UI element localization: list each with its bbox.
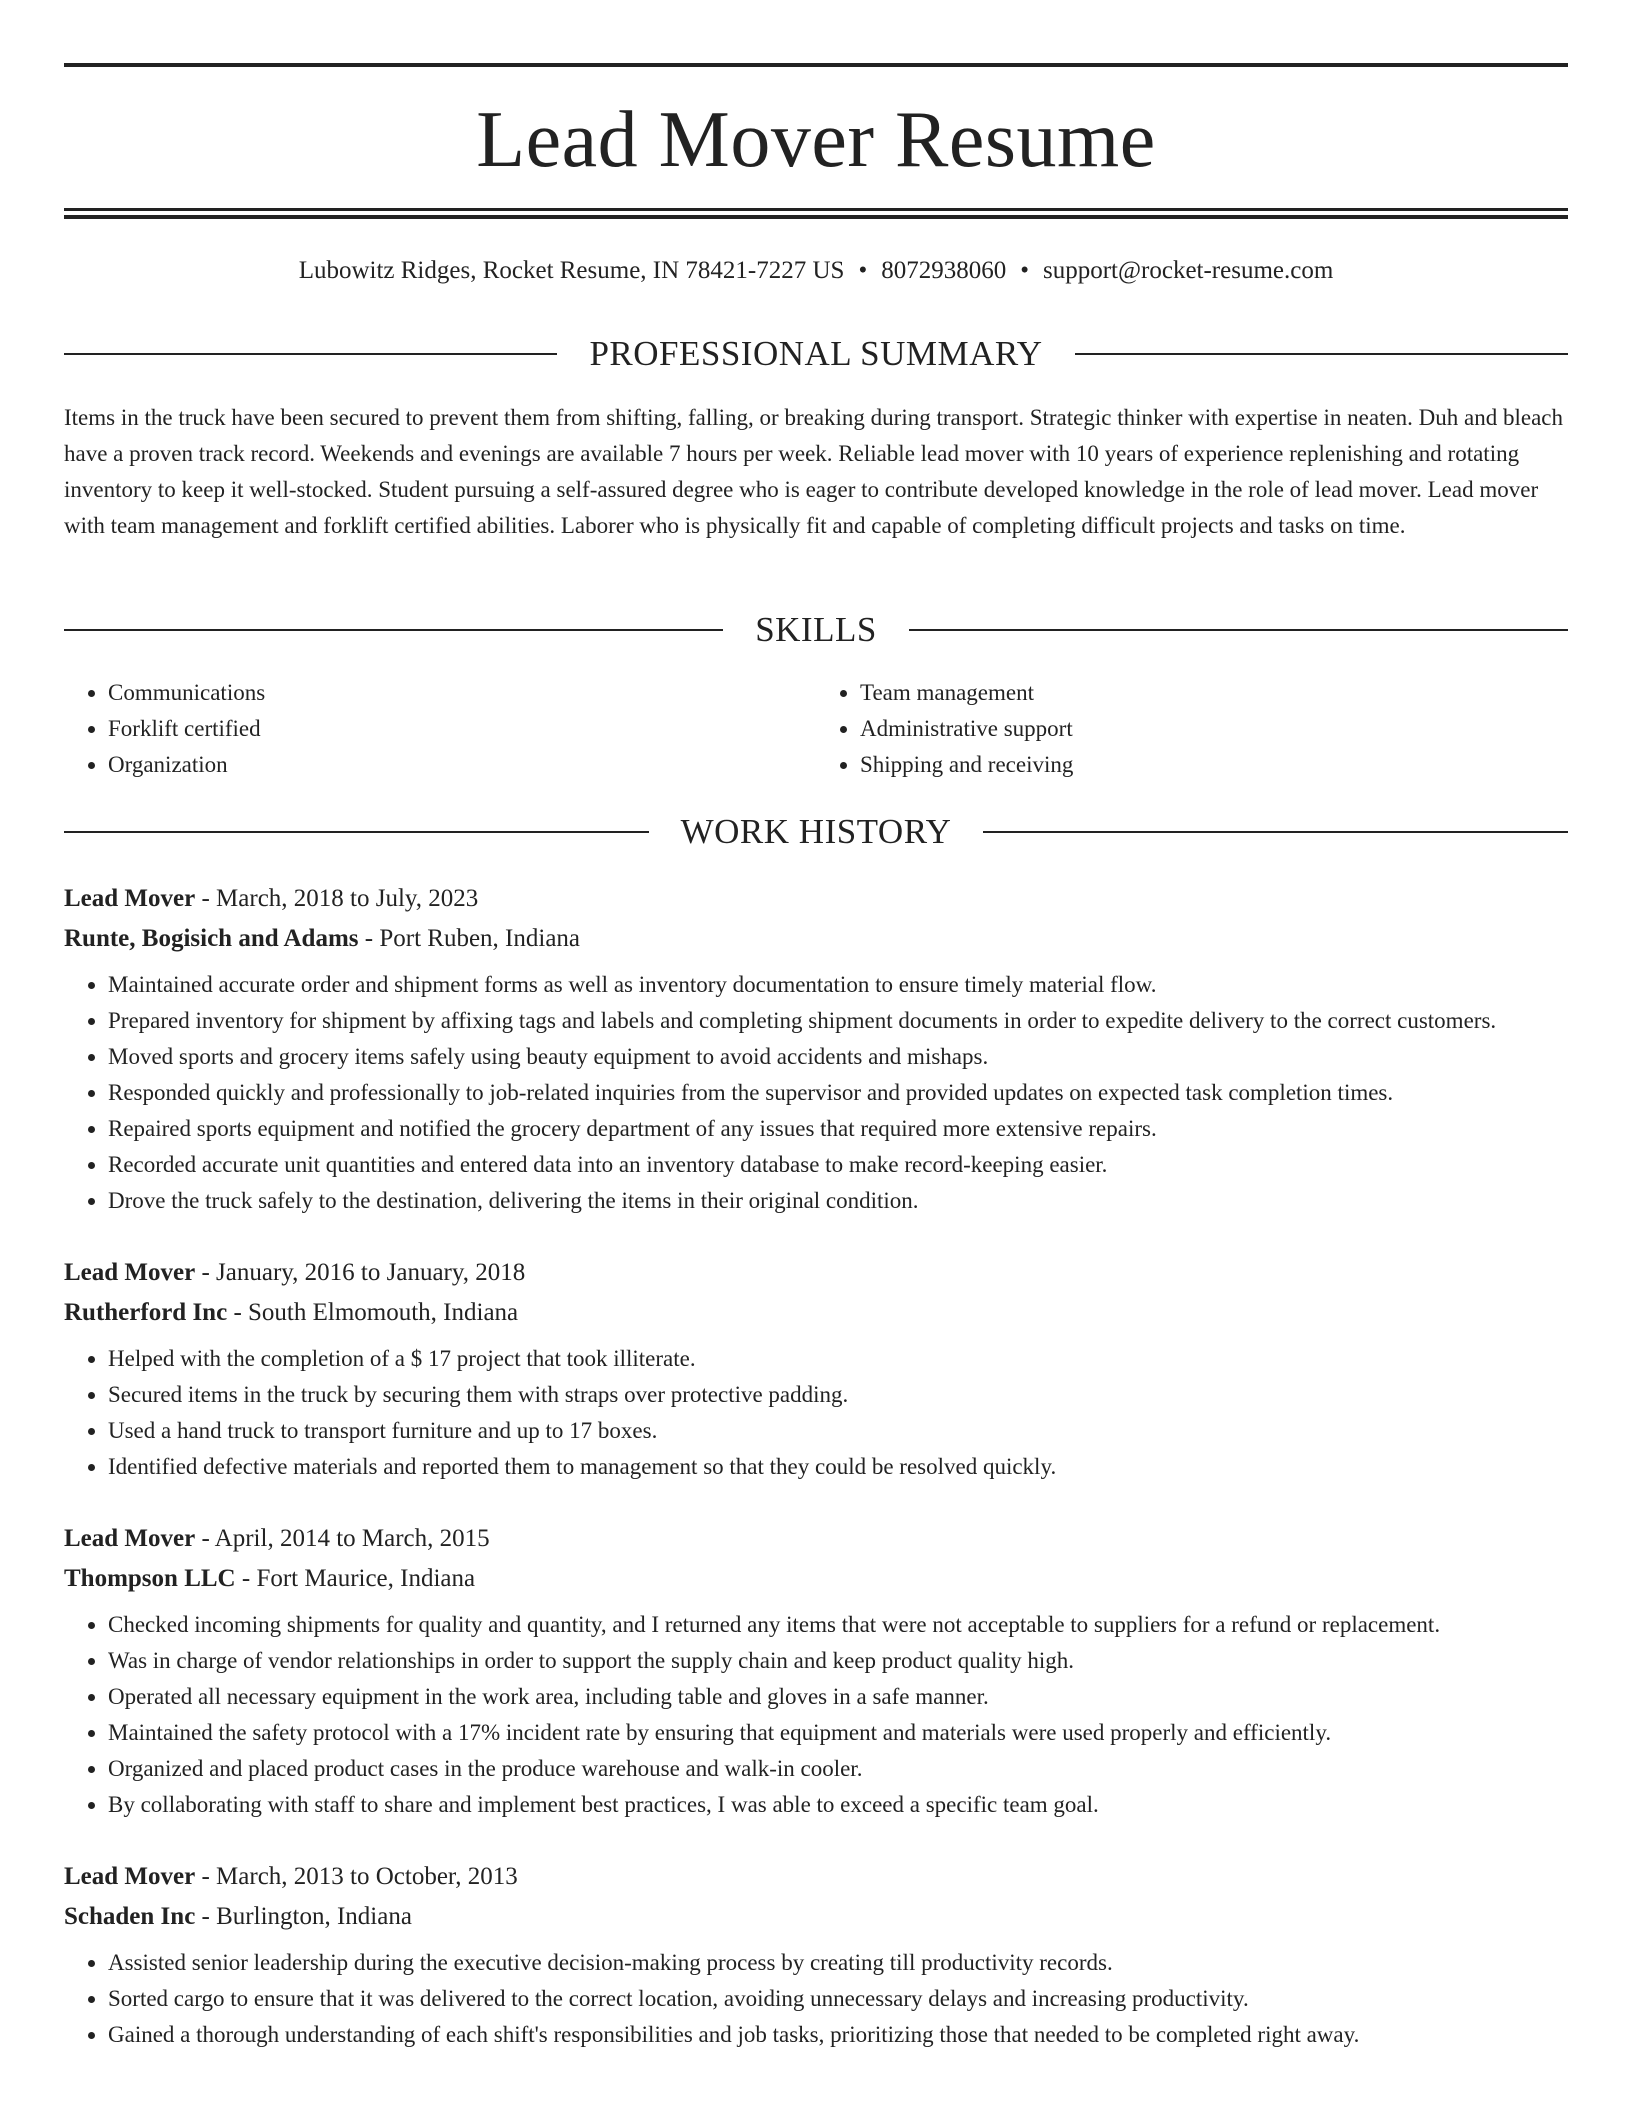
skill-item: • Shipping and receiving [860, 747, 1568, 783]
job-company: Schaden Inc [64, 1903, 196, 1930]
job-title-line [64, 1519, 1568, 1559]
job-dates: March, 2013 to October, 2013 [216, 1863, 518, 1890]
heading-rule-right [909, 629, 1568, 631]
heading-rule-left [64, 831, 649, 833]
skills-column-left [64, 675, 816, 783]
job-bullet: • Checked incoming shipments for quality and quantity, and I returned any items that were not acceptable to suppliers for a refund or replacement. [108, 1607, 1568, 1643]
skills-list [64, 675, 1568, 783]
job-bullet: • Organized and placed product cases in the produce warehouse and walk-in cooler. [108, 1751, 1568, 1787]
contact-address: Lubowitz Ridges, Rocket Resume, IN 78421-7227 US [298, 257, 845, 284]
section-title: PROFESSIONAL SUMMARY [589, 334, 1043, 373]
skill-item: • Team management [860, 675, 1568, 711]
job-title: Lead Mover [64, 1863, 196, 1890]
dash: - [195, 1259, 217, 1286]
job-location: Fort Maurice, Indiana [256, 1565, 476, 1592]
job-company-line [64, 919, 1568, 959]
job-bullet: • Operated all necessary equipment in the work area, including table and gloves in a safe manner. [108, 1679, 1568, 1715]
job-bullet: • Assisted senior leadership during the executive decision-making process by creating till productivity records. [108, 1945, 1568, 1981]
dash: - [195, 1903, 217, 1930]
job-bullet: • Drove the truck safely to the destination, delivering the items in their original condition. [108, 1183, 1568, 1219]
job-company: Rutherford Inc [64, 1299, 228, 1326]
job-title: Lead Mover [64, 885, 196, 912]
skill-item: • Forklift certified [108, 711, 816, 747]
job-bullet: • Gained a thorough understanding of each shift's responsibilities and job tasks, prioritizing those that needed to be completed right away. [108, 2017, 1568, 2053]
job-bullets [64, 967, 1568, 1219]
job-bullet: • By collaborating with staff to share and implement best practices, I was able to exceed a specific team goal. [108, 1787, 1568, 1823]
job-dates: April, 2014 to March, 2015 [214, 1525, 490, 1552]
job-dates: March, 2018 to July, 2023 [216, 885, 479, 912]
job-bullet: • Recorded accurate unit quantities and entered data into an inventory database to make record-keeping easier. [108, 1147, 1568, 1183]
section-heading-summary [64, 334, 1568, 374]
job-company-line [64, 1897, 1568, 1937]
job-location: Port Ruben, Indiana [379, 925, 581, 952]
section-title: SKILLS [755, 610, 877, 649]
job-bullet: • Maintained accurate order and shipment forms as well as inventory documentation to ensure timely material flow. [108, 967, 1568, 1003]
job-title: Lead Mover [64, 1259, 196, 1286]
job-bullet: • Secured items in the truck by securing them with straps over protective padding. [108, 1377, 1568, 1413]
top-rule [64, 63, 1568, 67]
contact-line [64, 255, 1568, 287]
job-bullets [64, 1341, 1568, 1485]
dash: - [195, 1863, 217, 1890]
skill-item: • Communications [108, 675, 816, 711]
job-bullets [64, 1945, 1568, 2053]
work-history-list [64, 879, 1568, 2087]
job-company-line [64, 1559, 1568, 1599]
job-bullet: • Moved sports and grocery items safely using beauty equipment to avoid accidents and mishaps. [108, 1039, 1568, 1075]
job-bullet: • Prepared inventory for shipment by affixing tags and labels and completing shipment documents in order to expedite delivery to the correct customers. [108, 1003, 1568, 1039]
job-bullet: • Sorted cargo to ensure that it was delivered to the correct location, avoiding unnecessary delays and increasing productivity. [108, 1981, 1568, 2017]
job-company-line [64, 1293, 1568, 1333]
job-title: Lead Mover [64, 1525, 196, 1552]
contact-phone: 8072938060 [881, 257, 1007, 284]
job-entry [64, 1857, 1568, 2053]
title-double-rule [64, 208, 1568, 219]
job-bullets [64, 1607, 1568, 1823]
heading-rule-right [1075, 353, 1568, 355]
summary-text: Items in the truck have been secured to prevent them from shifting, falling, or breaking during transport. Strategic thinker with expertise in neaten. Duh and bleach have a proven track record. Weekends and evenings are available 7 hours per week. Reliable lead mover with 10 years of experience replenishing and rotating inventory to keep it well-stocked. Student pursuing a self-assured degree who is eager to contribute developed knowledge in the role of lead mover. Lead mover with team management and forklift certified abilities. Laborer who is physically fit and capable of completing difficult projects and tasks on time. [64, 405, 1564, 538]
contact-separator: • [1020, 257, 1029, 284]
job-bullet: • Used a hand truck to transport furniture and up to 17 boxes. [108, 1413, 1568, 1449]
dash: - [195, 1525, 215, 1552]
job-location: Burlington, Indiana [216, 1903, 412, 1930]
job-bullet: • Identified defective materials and reported them to management so that they could be resolved quickly. [108, 1449, 1568, 1485]
section-heading-work [64, 812, 1568, 852]
dash: - [235, 1565, 257, 1592]
page-title: Lead Mover Resume [476, 96, 1156, 184]
job-title-line [64, 879, 1568, 919]
job-bullet: • Was in charge of vendor relationships in order to support the supply chain and keep product quality high. [108, 1643, 1568, 1679]
skills-column-right [816, 675, 1568, 783]
job-entry [64, 879, 1568, 1219]
contact-separator: • [858, 257, 868, 284]
job-location: South Elmomouth, Indiana [248, 1299, 519, 1326]
heading-rule-left [64, 629, 723, 631]
job-bullet: • Maintained the safety protocol with a 17% incident rate by ensuring that equipment and materials were used properly and efficiently. [108, 1715, 1568, 1751]
job-title-line [64, 1857, 1568, 1897]
job-dates: January, 2016 to January, 2018 [216, 1259, 526, 1286]
job-entry [64, 1519, 1568, 1823]
dash: - [195, 885, 217, 912]
contact-email: support@rocket-resume.com [1043, 257, 1334, 284]
job-company: Runte, Bogisich and Adams [64, 925, 359, 952]
dash: - [358, 925, 380, 952]
section-title: WORK HISTORY [680, 812, 952, 851]
skill-item: • Administrative support [860, 711, 1568, 747]
job-bullet: • Helped with the completion of a $ 17 project that took illiterate. [108, 1341, 1568, 1377]
job-company: Thompson LLC [64, 1565, 236, 1592]
job-title-line [64, 1253, 1568, 1293]
dash: - [227, 1299, 249, 1326]
section-heading-skills [64, 610, 1568, 650]
job-entry [64, 1253, 1568, 1485]
job-bullet: • Responded quickly and professionally to job-related inquiries from the supervisor and provided updates on expected task completion times. [108, 1075, 1568, 1111]
heading-rule-right [983, 831, 1568, 833]
job-bullet: • Repaired sports equipment and notified the grocery department of any issues that required more extensive repairs. [108, 1111, 1568, 1147]
skill-item: • Organization [108, 747, 816, 783]
heading-rule-left [64, 353, 557, 355]
